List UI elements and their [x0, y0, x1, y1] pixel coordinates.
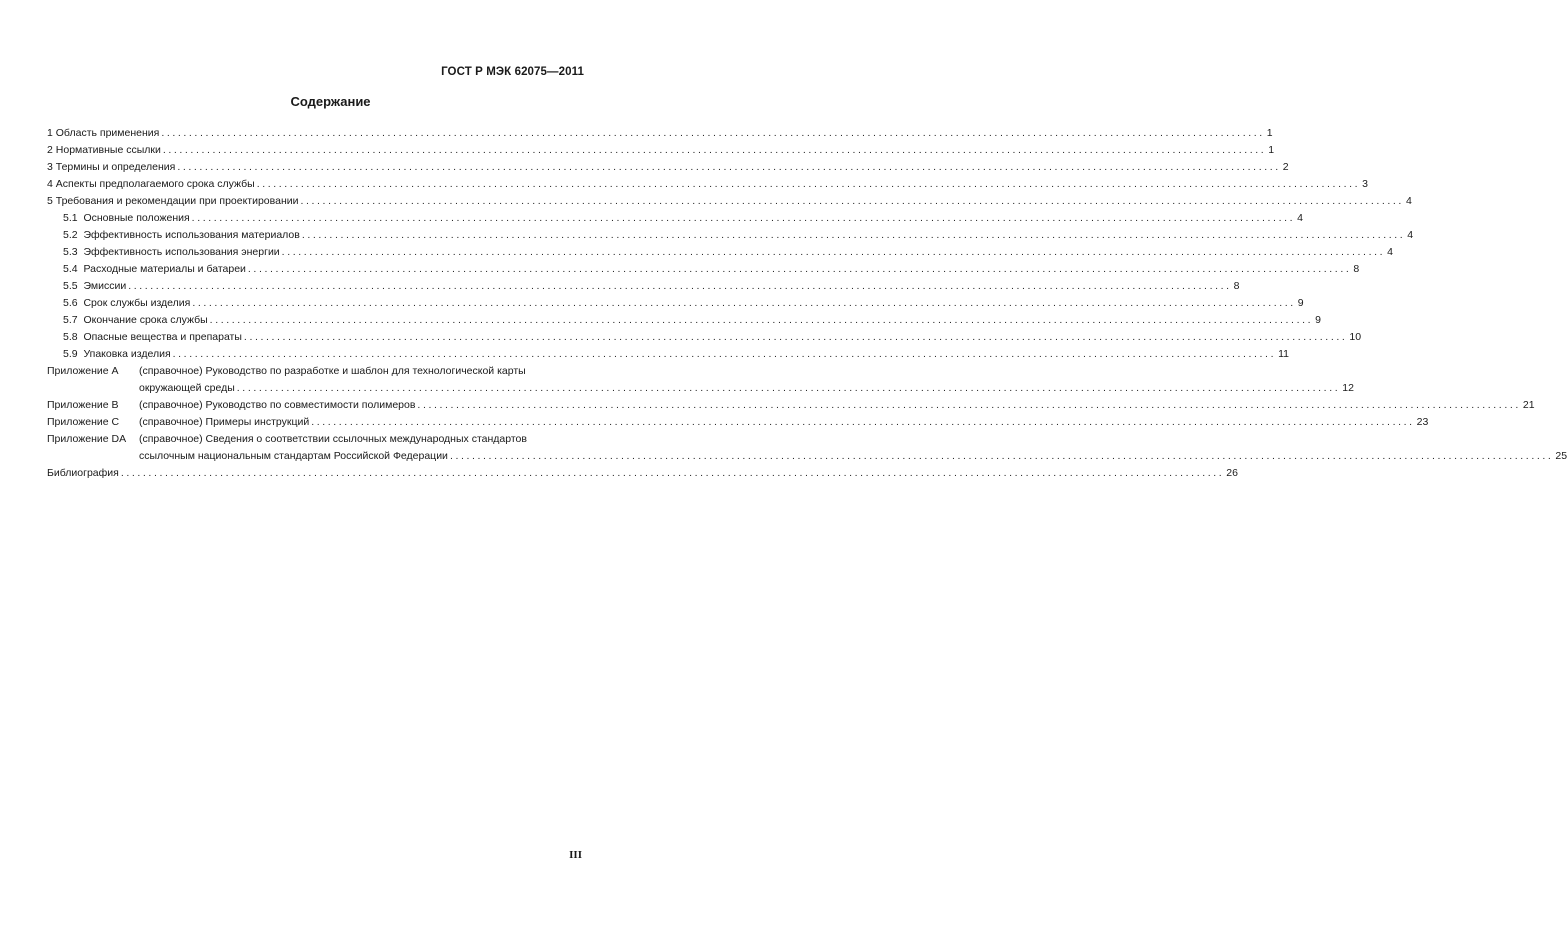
toc-appendix[interactable] — [47, 431, 1567, 465]
dot-leader: ........................................................................................................................................................................................................ — [243, 331, 1348, 343]
entry-page: 4 — [1407, 229, 1414, 241]
entry-page: 4 — [1297, 212, 1303, 224]
entry-page: 12 — [1342, 382, 1354, 394]
toc-appendix[interactable] — [47, 397, 1535, 414]
entry-label: Требования и рекомендации при проектировании — [55, 195, 299, 207]
appendix-title-line2: ссылочным национальным стандартам Российской Федерации — [139, 450, 448, 462]
toc-bibliography[interactable] — [47, 465, 1238, 482]
toc-entry[interactable] — [47, 176, 1368, 193]
entry-number: 5 — [47, 195, 53, 207]
entry-number: 5.4 — [63, 263, 78, 275]
entry-label: Основные положения — [83, 212, 190, 224]
toc-appendix[interactable] — [47, 414, 1429, 431]
dot-leader: ........................................................................................................................................................................................................ — [128, 280, 1232, 292]
toc-entry[interactable] — [47, 142, 1275, 159]
entry-page: 3 — [1362, 178, 1368, 190]
toc-subentry[interactable] — [47, 210, 1303, 227]
toc-subentry[interactable] — [47, 295, 1304, 312]
entry-page: 1 — [1266, 127, 1273, 139]
entry-label: Окончание срока службы — [83, 314, 208, 326]
dot-leader: ........................................................................................................................................................................................................ — [192, 297, 1296, 309]
appendix-prefix: Приложение DA — [47, 433, 127, 445]
entry-page: 8 — [1353, 263, 1360, 275]
toc-entry[interactable] — [47, 125, 1273, 142]
entry-label: Эффективность использования энергии — [83, 246, 280, 258]
dot-leader: ........................................................................................................................................................................................................ — [191, 212, 1296, 224]
entry-label: Упаковка изделия — [83, 348, 171, 360]
entry-page: 26 — [1226, 467, 1238, 479]
dot-leader: ........................................................................................................................................................................................................ — [417, 399, 1521, 411]
toc-subentry[interactable] — [47, 261, 1360, 278]
appendix-title-line1: (справочное) Руководство по разработке и шаблон для технологической карты — [139, 365, 526, 377]
entry-label: Термины и определения — [55, 161, 176, 173]
dot-leader: ........................................................................................................................................................................................................ — [209, 314, 1314, 326]
entry-page: 23 — [1416, 416, 1429, 428]
entry-label: Эффективность использования материалов — [83, 229, 300, 241]
dot-leader: ........................................................................................................................................................................................................ — [120, 467, 1225, 479]
toc-appendix[interactable] — [47, 363, 1354, 397]
page-number-roman: III — [569, 849, 582, 861]
entry-number: 5.9 — [63, 348, 78, 360]
entry-label: Нормативные ссылки — [55, 144, 161, 156]
entry-label: Библиография — [47, 467, 119, 479]
entry-page: 9 — [1297, 297, 1304, 309]
appendix-title-line1: (справочное) Примеры инструкций — [139, 416, 310, 428]
dot-leader: ........................................................................................................................................................................................................ — [177, 161, 1281, 173]
table-of-contents — [47, 125, 1567, 482]
entry-number: 5.3 — [63, 246, 78, 258]
toc-subentry[interactable] — [47, 227, 1414, 244]
dot-leader: ........................................................................................................................................................................................................ — [301, 229, 1406, 241]
entry-number: 5.1 — [63, 212, 78, 224]
entry-page: 11 — [1278, 348, 1289, 360]
entry-number: 5.7 — [63, 314, 78, 326]
dot-leader: ........................................................................................................................................................................................................ — [311, 416, 1415, 428]
appendix-prefix: Приложение А — [47, 365, 119, 377]
page-title: Содержание — [290, 94, 371, 109]
dot-leader: ........................................................................................................................................................................................................ — [449, 450, 1554, 462]
entry-page: 10 — [1349, 331, 1362, 343]
dot-leader: ........................................................................................................................................................................................................ — [162, 144, 1267, 156]
appendix-title-line2: окружающей среды — [139, 382, 235, 394]
appendix-title-line1: (справочное) Руководство по совместимости полимеров — [139, 399, 416, 411]
entry-number: 5.2 — [63, 229, 78, 241]
entry-number: 4 — [47, 178, 53, 190]
appendix-prefix: Приложение С — [47, 416, 120, 428]
appendix-prefix: Приложение В — [47, 399, 119, 411]
entry-number: 5.5 — [63, 280, 78, 292]
entry-label: Опасные вещества и препараты — [83, 331, 242, 343]
entry-page: 8 — [1233, 280, 1240, 292]
dot-leader: ........................................................................................................................................................................................................ — [161, 127, 1265, 139]
toc-entry[interactable] — [47, 159, 1289, 176]
entry-page: 25 — [1555, 450, 1567, 462]
entry-number: 1 — [47, 127, 53, 139]
toc-subentry[interactable] — [47, 312, 1321, 329]
dot-leader: ........................................................................................................................................................................................................ — [172, 348, 1277, 360]
dot-leader: ........................................................................................................................................................................................................ — [247, 263, 1352, 275]
document-code: ГОСТ Р МЭК 62075—2011 — [441, 66, 584, 78]
entry-label: Эмиссии — [83, 280, 127, 292]
entry-page: 4 — [1405, 195, 1412, 207]
dot-leader: ........................................................................................................................................................................................................ — [256, 178, 1361, 190]
toc-entry[interactable] — [47, 193, 1412, 210]
entry-label: Аспекты предполагаемого срока службы — [55, 178, 255, 190]
entry-page: 4 — [1387, 246, 1393, 258]
entry-page: 9 — [1315, 314, 1321, 326]
toc-subentry[interactable] — [47, 278, 1240, 295]
dot-leader: ........................................................................................................................................................................................................ — [300, 195, 1404, 207]
entry-label: Область применения — [55, 127, 160, 139]
entry-number: 2 — [47, 144, 53, 156]
entry-number: 5.6 — [63, 297, 78, 309]
entry-number: 3 — [47, 161, 53, 173]
dot-leader: ........................................................................................................................................................................................................ — [236, 382, 1341, 394]
toc-subentry[interactable] — [47, 244, 1393, 261]
entry-page: 1 — [1268, 144, 1275, 156]
appendix-title-line1: (справочное) Сведения о соответствии ссылочных международных стандартов — [139, 433, 527, 445]
entry-page: 2 — [1282, 161, 1289, 173]
toc-subentry[interactable] — [47, 329, 1362, 346]
entry-page: 21 — [1522, 399, 1535, 411]
toc-subentry[interactable] — [47, 346, 1289, 363]
dot-leader: ........................................................................................................................................................................................................ — [281, 246, 1386, 258]
entry-label: Срок службы изделия — [83, 297, 191, 309]
entry-number: 5.8 — [63, 331, 78, 343]
entry-label: Расходные материалы и батареи — [83, 263, 246, 275]
